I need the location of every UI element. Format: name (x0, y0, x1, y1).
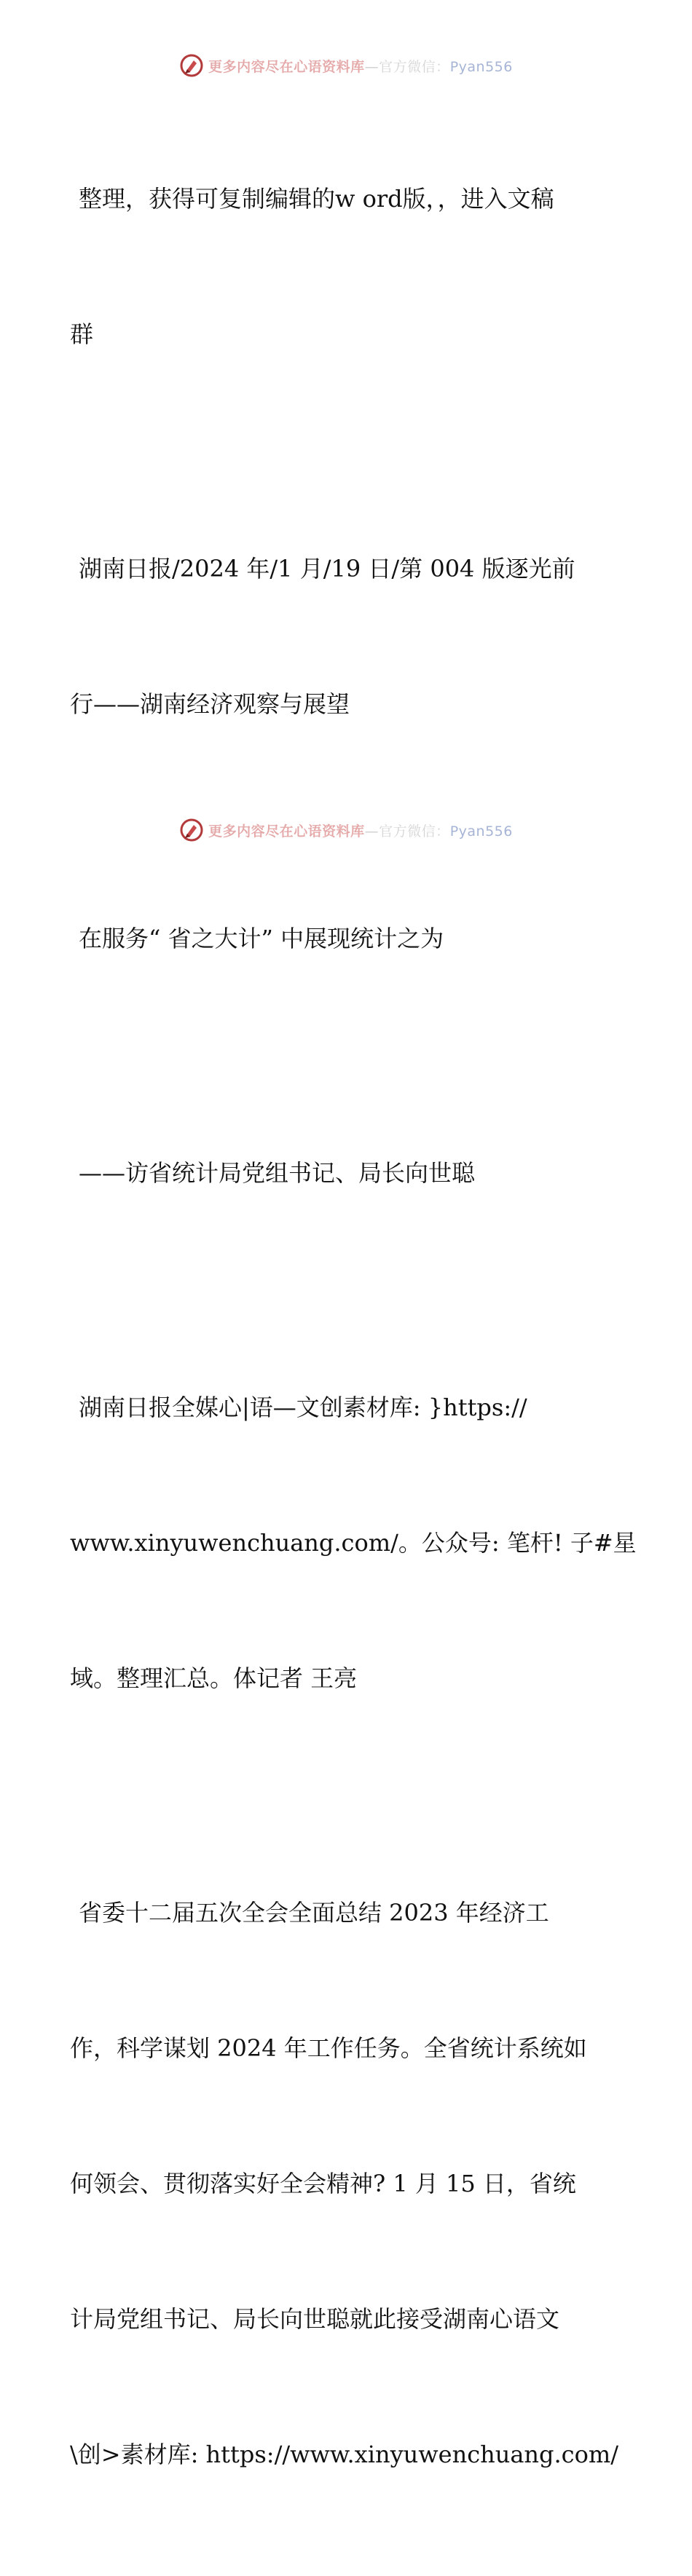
header-banner (0, 51, 692, 80)
pen-nib-circle-icon (179, 53, 204, 78)
text-line: 作，科学谋划 2024 年工作任务。全省统计系统如 (70, 2034, 587, 2062)
banner-content (179, 53, 513, 78)
paragraph-source (70, 456, 624, 817)
text-line: www.xinyuwenchuang.com/。公众号: 笔杆! 子#星 (70, 1529, 637, 1557)
article-title (70, 826, 624, 1051)
text-line: 整理，获得可复制编辑的w ord版，，进入文稿 (79, 185, 554, 213)
document-body (70, 86, 637, 2576)
article-subtitle (70, 1060, 624, 1286)
text-line: 群 (70, 320, 94, 348)
footer-banner (0, 815, 692, 845)
text-line: 湖南日报/2024 年/1 月/19 日/第 004 版逐光前 (79, 555, 575, 582)
paragraph-byline (70, 1295, 637, 1791)
text-line: 在服务“ 省之大计” 中展现统计之为 (79, 925, 444, 952)
text-line: 省委十二届五次全会全面总结 2023 年经济工 (79, 1899, 549, 1927)
banner-text: 更多内容尽在心语资料库—官方微信：Pyan556 (208, 823, 513, 839)
text-line: \创>素材库: https://www.xinyuwenchuang.com/ (70, 2441, 618, 2468)
paragraph-intro (70, 86, 624, 447)
paragraph-body (70, 1800, 624, 2567)
text-line: 域。整理汇总。体记者 王亮 (70, 1664, 358, 1692)
text-line: 何领会、贯彻落实好全会精神? 1 月 15 日，省统 (70, 2170, 576, 2197)
text-line: ——访省统计局党组书记、局长向世聪 (79, 1159, 476, 1187)
banner-text: 更多内容尽在心语资料库—官方微信：Pyan556 (208, 58, 513, 75)
text-line: 行——湖南经济观察与展望 (70, 690, 350, 718)
text-line: 计局党组书记、局长向世聪就此接受湖南心语文 (70, 2305, 560, 2333)
pen-nib-circle-icon (179, 818, 204, 842)
text-line: 湖南日报全媒心|语—文创素材库: }https:// (79, 1394, 527, 1421)
banner-content (179, 818, 513, 842)
